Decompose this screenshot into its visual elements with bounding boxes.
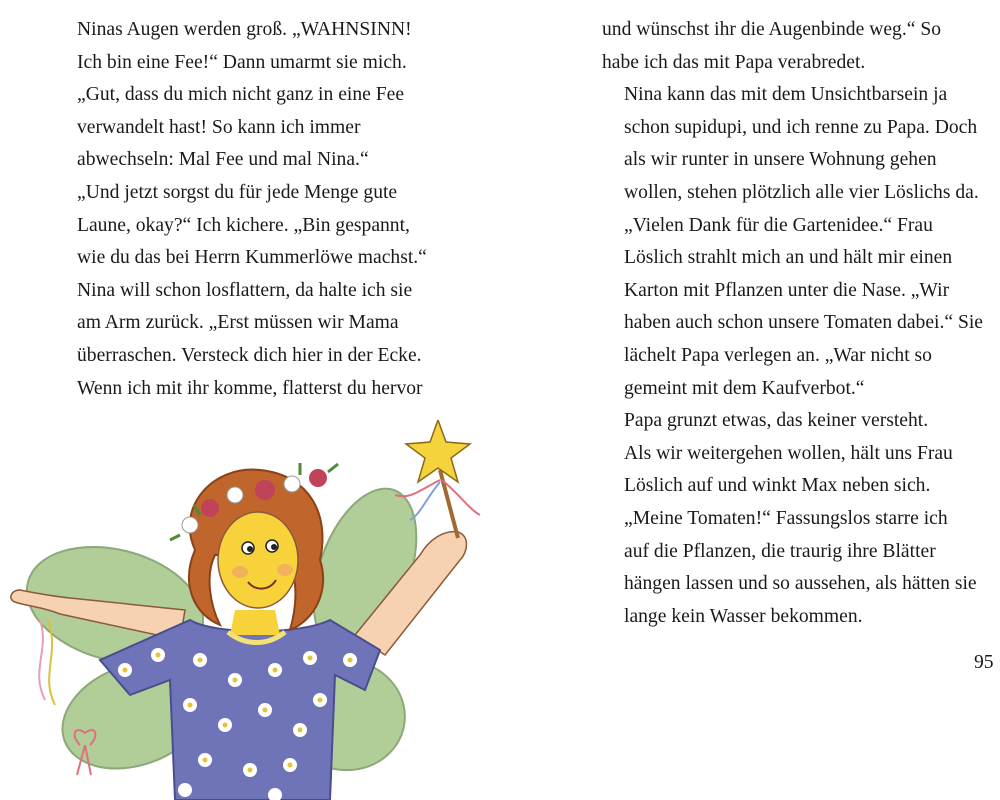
page-number: 95: [974, 652, 994, 673]
paragraph: Als wir weitergehen wollen, hält uns Frau Löslich auf und winkt Max neben sich.: [624, 442, 953, 497]
fairy-face: [218, 512, 298, 608]
paragraph: Ninas Augen werden groß. „WAHNSINN! Ich bin eine Fee!“ Dann umarmt sie mich. „Gut, dass du mich nicht ganz in eine Fee verwandelt hast! So kann ich immer abwechseln: Mal Fee und mal Nina.“: [77, 19, 412, 171]
paragraph: „Meine Tomaten!“ Fassungslos starre ich auf die Pflanzen, die traurig ihre Blätter hängen lassen und so aussehen, als hätten sie lange kein Wasser bekommen.: [624, 507, 977, 627]
paragraph: Papa grunzt etwas, das keiner versteht.: [624, 410, 929, 432]
paragraph: Nina will schon losflattern, da halte ich sie am Arm zurück. „Erst müssen wir Mama überraschen. Versteck dich hier in der Ecke. Wenn ich mit ihr komme, flatterst du hervor: [77, 279, 423, 399]
paragraph: „Vielen Dank für die Gartenidee.“ Frau Löslich strahlt mich an und hält mir einen Karton mit Pflanzen unter die Nase. „Wir haben auch schon unsere Tomaten dabei.“ Sie lächelt Papa verlegen an. „War nicht so gemeint mit dem Kaufverbot.“: [624, 214, 983, 399]
paragraph: und wünschst ihr die Augenbinde weg.“ So habe ich das mit Papa verabredet.: [602, 19, 942, 73]
right-text-column: [602, 14, 1000, 633]
fairy-illustration: [0, 420, 500, 800]
left-text-column: [55, 14, 465, 405]
paragraph: Nina kann das mit dem Unsichtbarsein ja schon supidupi, und ich renne zu Papa. Doch als wir runter in unsere Wohnung gehen wollen, stehen plötzlich alle vier Löslichs da.: [624, 84, 979, 203]
paragraph: „Und jetzt sorgst du für jede Menge gute Laune, okay?“ Ich kichere. „Bin gespannt, wie du das bei Herrn Kummerlöwe machst.“: [77, 181, 427, 269]
